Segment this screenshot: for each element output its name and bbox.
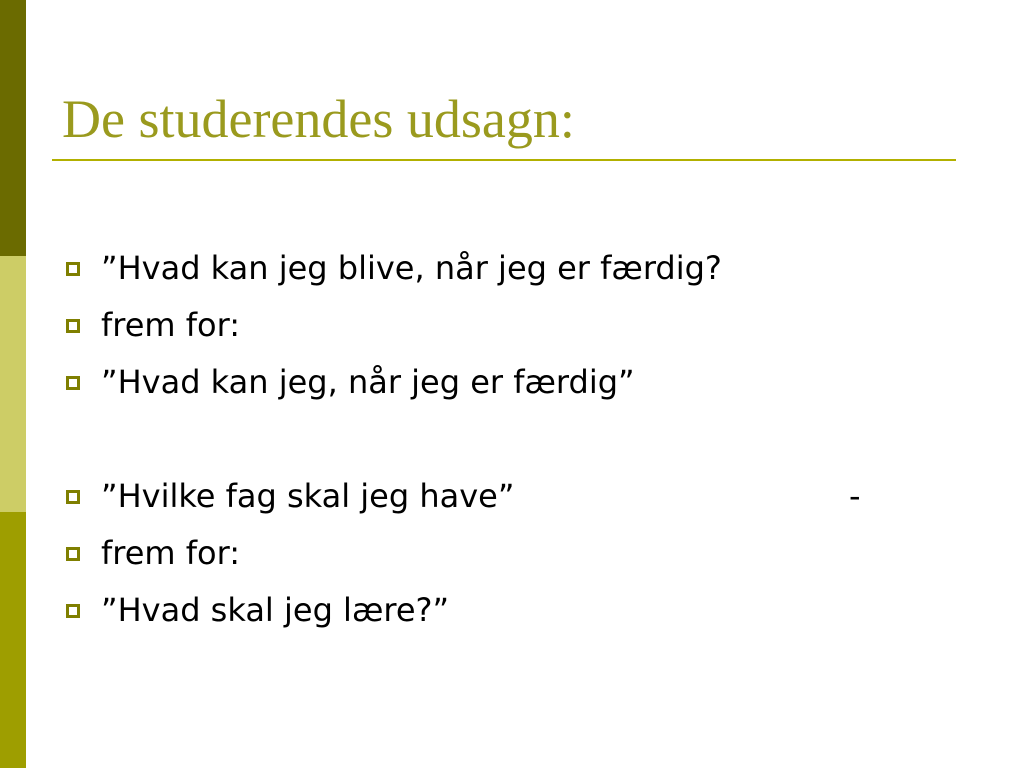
slide-title: De studerendes udsagn: xyxy=(62,89,575,149)
bullet-text: frem for: xyxy=(101,306,240,344)
side-bar-top-segment xyxy=(0,0,26,256)
bullet-text: ”Hvad skal jeg lære?” xyxy=(101,591,450,629)
square-bullet-icon xyxy=(66,604,80,618)
square-bullet-icon xyxy=(66,376,80,390)
bullet-text: ”Hvad kan jeg blive, når jeg er færdig? xyxy=(101,249,722,287)
bullet-trailing-dash: - xyxy=(849,477,861,515)
square-bullet-icon xyxy=(66,262,80,276)
title-underline xyxy=(52,159,956,161)
side-bar-bottom-segment xyxy=(0,512,26,768)
side-bar-middle-segment xyxy=(0,256,26,512)
bullet-text: frem for: xyxy=(101,534,240,572)
bullet-text: ”Hvad kan jeg, når jeg er færdig” xyxy=(101,363,635,401)
side-accent-bar xyxy=(0,0,26,768)
bullet-text: ”Hvilke fag skal jeg have” xyxy=(101,477,515,515)
square-bullet-icon xyxy=(66,490,80,504)
square-bullet-icon xyxy=(66,319,80,333)
square-bullet-icon xyxy=(66,547,80,561)
